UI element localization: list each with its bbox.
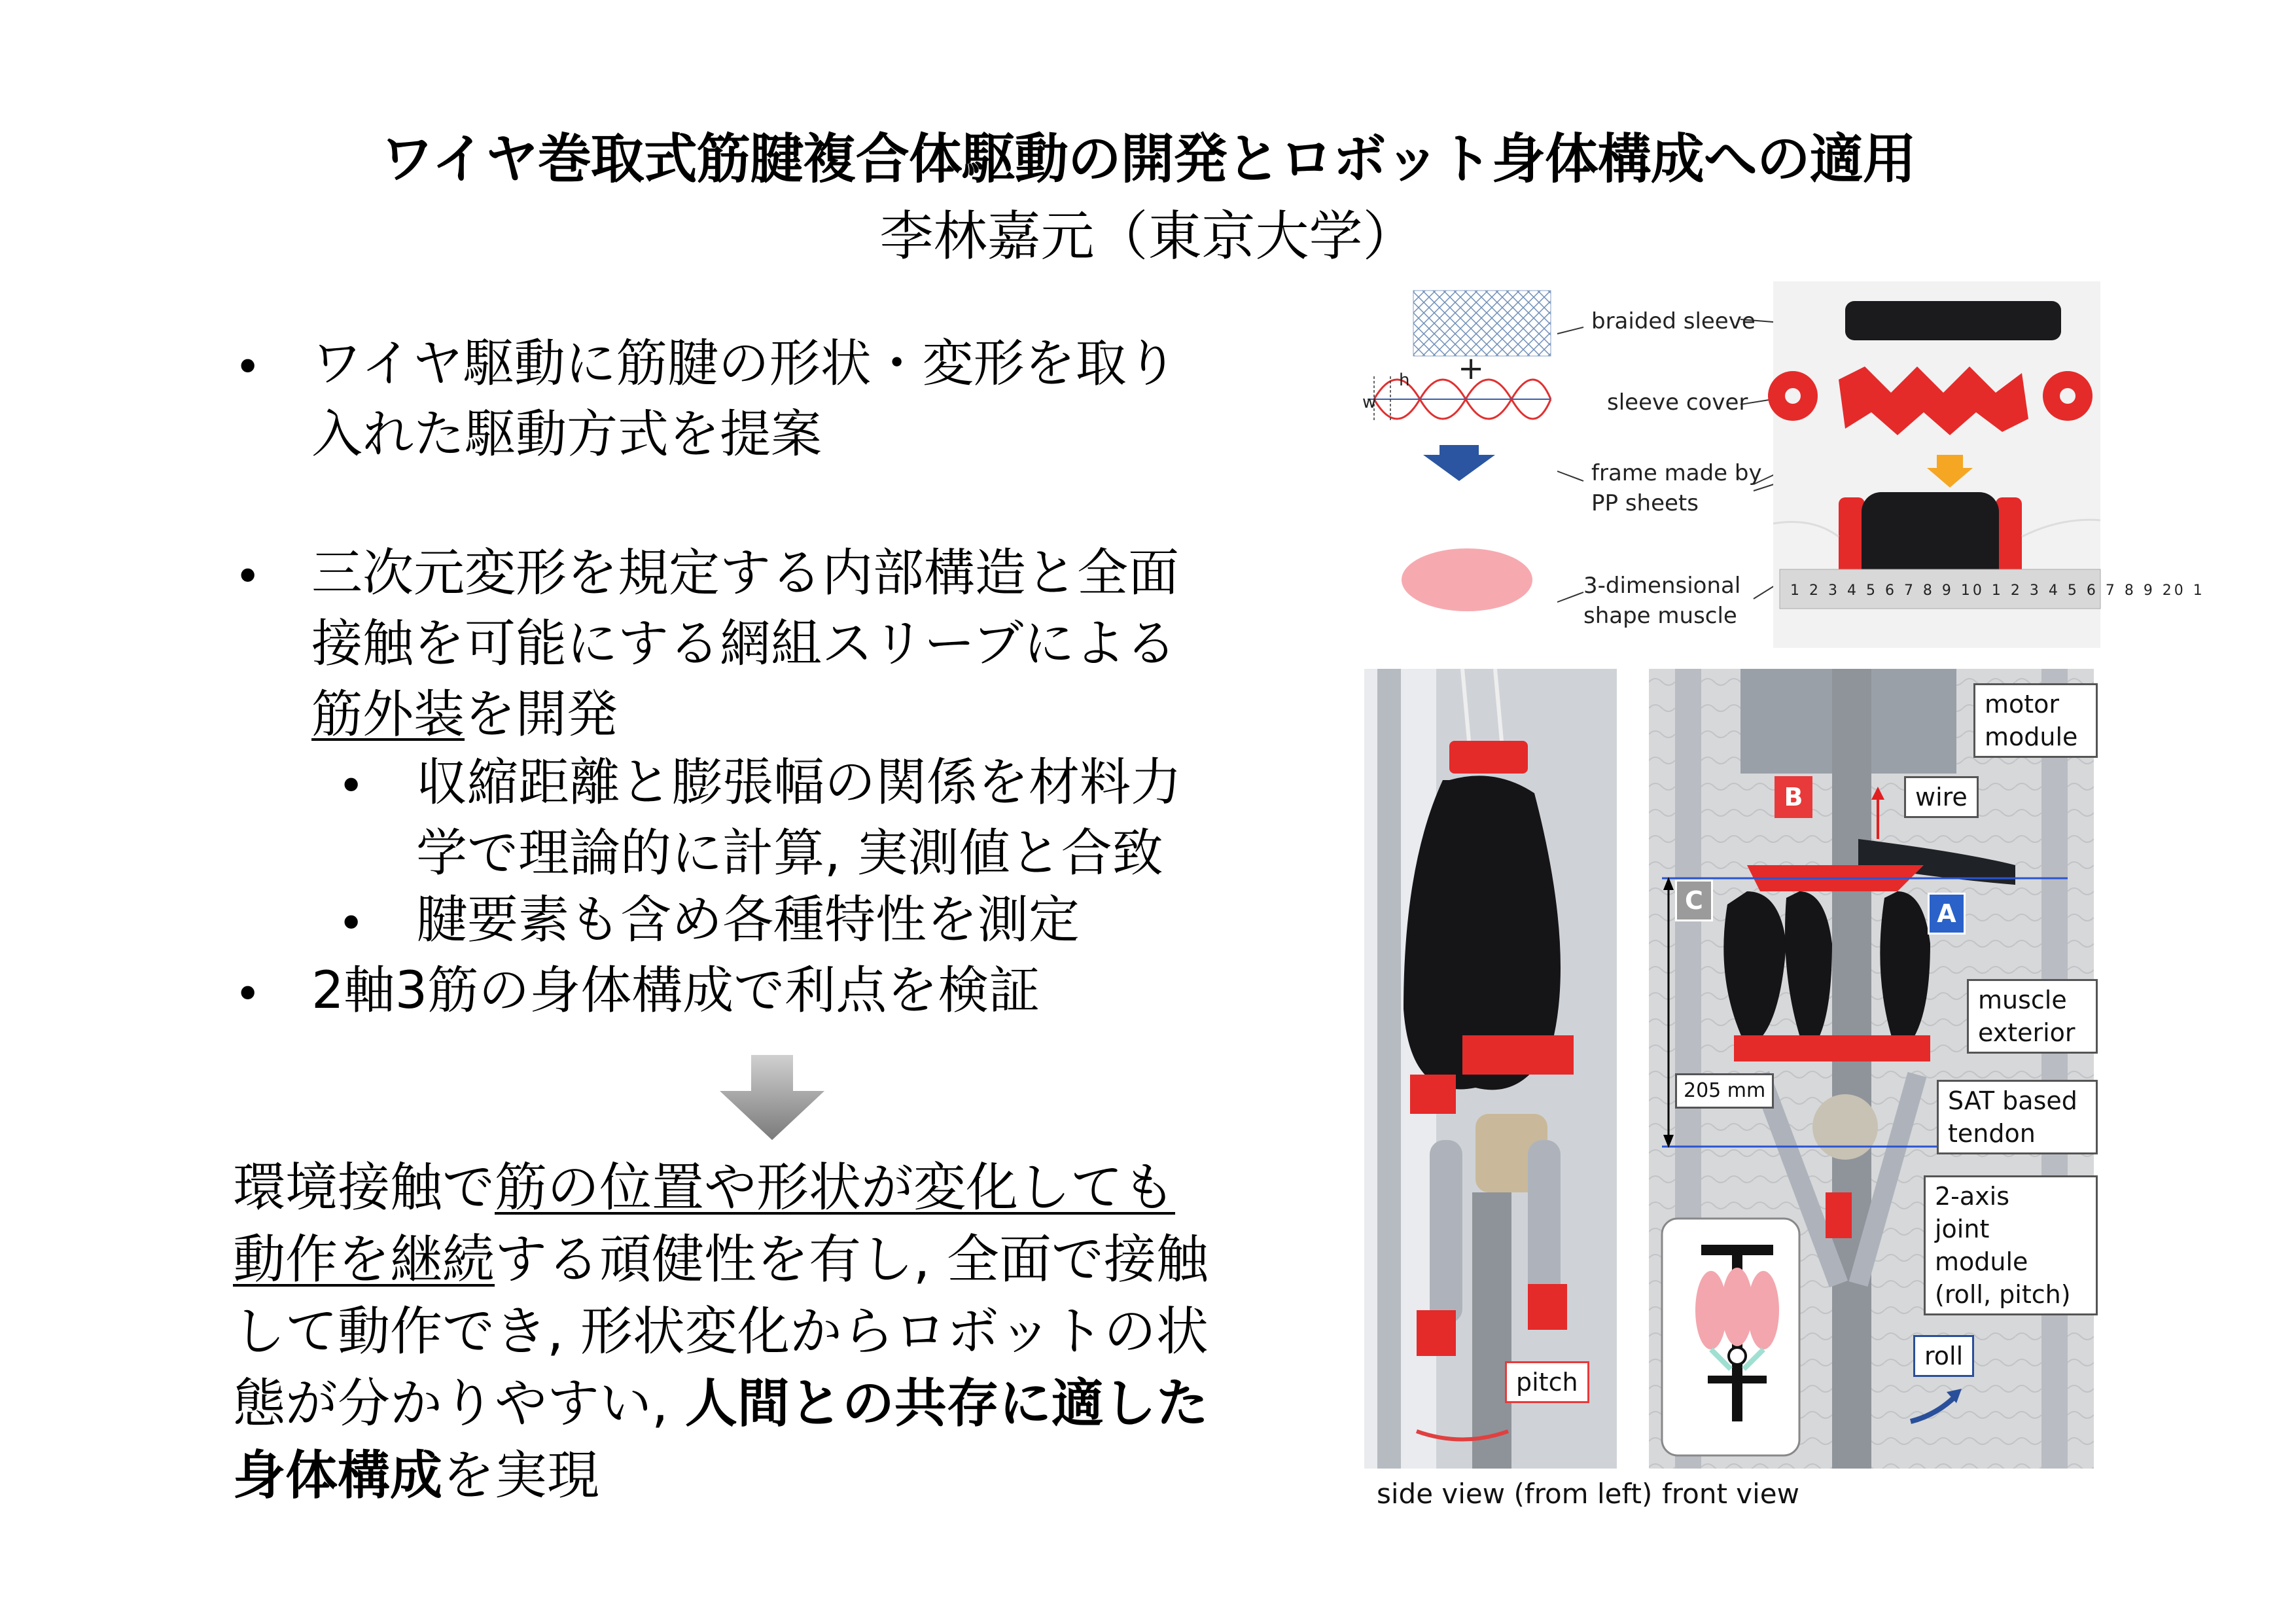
bullet-marker: •: [234, 967, 262, 1021]
label-pitch: pitch: [1505, 1361, 1589, 1403]
h-label: h: [1399, 370, 1410, 390]
label-frame: [1591, 458, 1762, 518]
bullet-1: [311, 329, 1178, 470]
side-view-art: [1364, 669, 1617, 1469]
label-frame-line: PP sheets: [1591, 490, 1699, 516]
label-3d-muscle: [1583, 571, 1740, 631]
bold-phrase: 身体構成: [233, 1445, 442, 1506]
conclusion-text-span: を実現: [442, 1445, 599, 1506]
label-dimension: 205 mm: [1675, 1073, 1774, 1109]
label-sleeve-cover: sleeve cover: [1607, 389, 1748, 416]
down-arrow-icon: [720, 1055, 824, 1140]
label-joint-line: joint module: [1935, 1215, 2028, 1276]
page-title: ワイヤ巻取式筋腱複合体駆動の開発とロボット身体構成への適用: [380, 128, 1916, 190]
bullet-2: [311, 538, 1179, 750]
underlined-phrase: 動作を継続: [233, 1229, 495, 1290]
bullet-marker: •: [234, 550, 262, 603]
sub-bullet-1-line: 学で理論的に計算, 実測値と合致: [416, 824, 1163, 883]
label-joint-line: 2-axis: [1935, 1182, 2010, 1211]
label-joint-line: (roll, pitch): [1935, 1280, 2071, 1309]
bullet-1-line: 入れた駆動方式を提案: [311, 405, 822, 464]
front-view-photo: [1649, 669, 2094, 1469]
label-muscle-C: C: [1675, 880, 1713, 921]
bold-phrase: 人間との共存に適した: [684, 1373, 1209, 1434]
component-photo: [1773, 281, 2205, 648]
sub-bullet-marker: •: [338, 897, 365, 950]
label-3d-muscle-line: 3-dimensional: [1583, 573, 1741, 599]
sub-bullet-1: [416, 747, 1182, 889]
bullet-1-line: ワイヤ駆動に筋腱の形状・変形を取り: [311, 334, 1178, 393]
conclusion-line: して動作でき, 形状変化からロボットの状: [233, 1301, 1209, 1362]
label-sat-line: SAT based: [1948, 1086, 2077, 1115]
caption-side-view: side view (from left): [1377, 1478, 1653, 1510]
label-muscle-B: B: [1775, 776, 1812, 818]
conclusion-line: [233, 1440, 1319, 1512]
bullet-2-line: 三次元変形を規定する内部構造と全面: [311, 544, 1180, 603]
sub-bullet-marker: •: [338, 759, 365, 813]
bullet-3: 2軸3筋の身体構成で利点を検証: [311, 961, 1040, 1020]
side-view-photo: [1364, 669, 1617, 1469]
front-view-art: [1649, 669, 2094, 1469]
conclusion-line: [233, 1368, 1319, 1440]
plus-sign: +: [1458, 350, 1485, 387]
w-label: w: [1362, 393, 1377, 412]
label-braided-sleeve: braided sleeve: [1591, 308, 1756, 334]
label-roll: roll: [1913, 1335, 1974, 1377]
bullet-marker: •: [234, 340, 262, 394]
label-motor-line: motor: [1985, 690, 2060, 719]
label-3d-muscle-line: shape muscle: [1583, 603, 1737, 629]
underlined-phrase: 筋の位置や形状が変化しても: [495, 1157, 1175, 1218]
bullet-2-line: 接触を可能にする網組スリーブによる: [311, 615, 1177, 673]
conclusion-text-span: 環境接触で: [233, 1157, 495, 1218]
label-motor-line: module: [1985, 722, 2078, 751]
label-motor-module: [1973, 683, 2098, 758]
label-sat-line: tendon: [1948, 1119, 2036, 1148]
figure-top: [1361, 281, 2205, 648]
muscle-diagram: [1361, 281, 1557, 648]
label-muscle-A: A: [1928, 893, 1966, 935]
label-sat-tendon: [1937, 1080, 2098, 1154]
label-wire: wire: [1904, 776, 1979, 818]
conclusion-line: [233, 1152, 1319, 1224]
conclusion-text-span: する頑健性を有し, 全面で接触: [495, 1229, 1209, 1290]
sub-bullet-2: 腱要素も含め各種特性を測定: [416, 891, 1080, 950]
conclusion-text-span: 態が分かりやすい,: [233, 1373, 685, 1434]
underlined-term: 筋外装: [311, 685, 465, 744]
ruler-scale: 1 2 3 4 5 6 7 8 9 10 1 2 3 4 5 6 7 8 9 20 1: [1790, 582, 2205, 599]
caption-front-view: front view: [1662, 1478, 1799, 1510]
label-muscle-line: muscle: [1978, 986, 2067, 1014]
bullet-2-line: [311, 679, 1179, 750]
label-muscle-exterior: [1967, 979, 2098, 1054]
label-frame-line: frame made by: [1591, 460, 1762, 486]
sub-bullet-1-line: 収縮距離と膨張幅の関係を材料力: [416, 753, 1182, 812]
conclusion-line: [233, 1224, 1319, 1296]
author-line: 李林嘉元（東京大学）: [879, 205, 1417, 268]
conclusion-text: [233, 1152, 1319, 1512]
label-joint-module: [1924, 1175, 2098, 1315]
label-muscle-line: exterior: [1978, 1018, 2075, 1047]
bullet-2-line-rest: を開発: [465, 685, 618, 744]
